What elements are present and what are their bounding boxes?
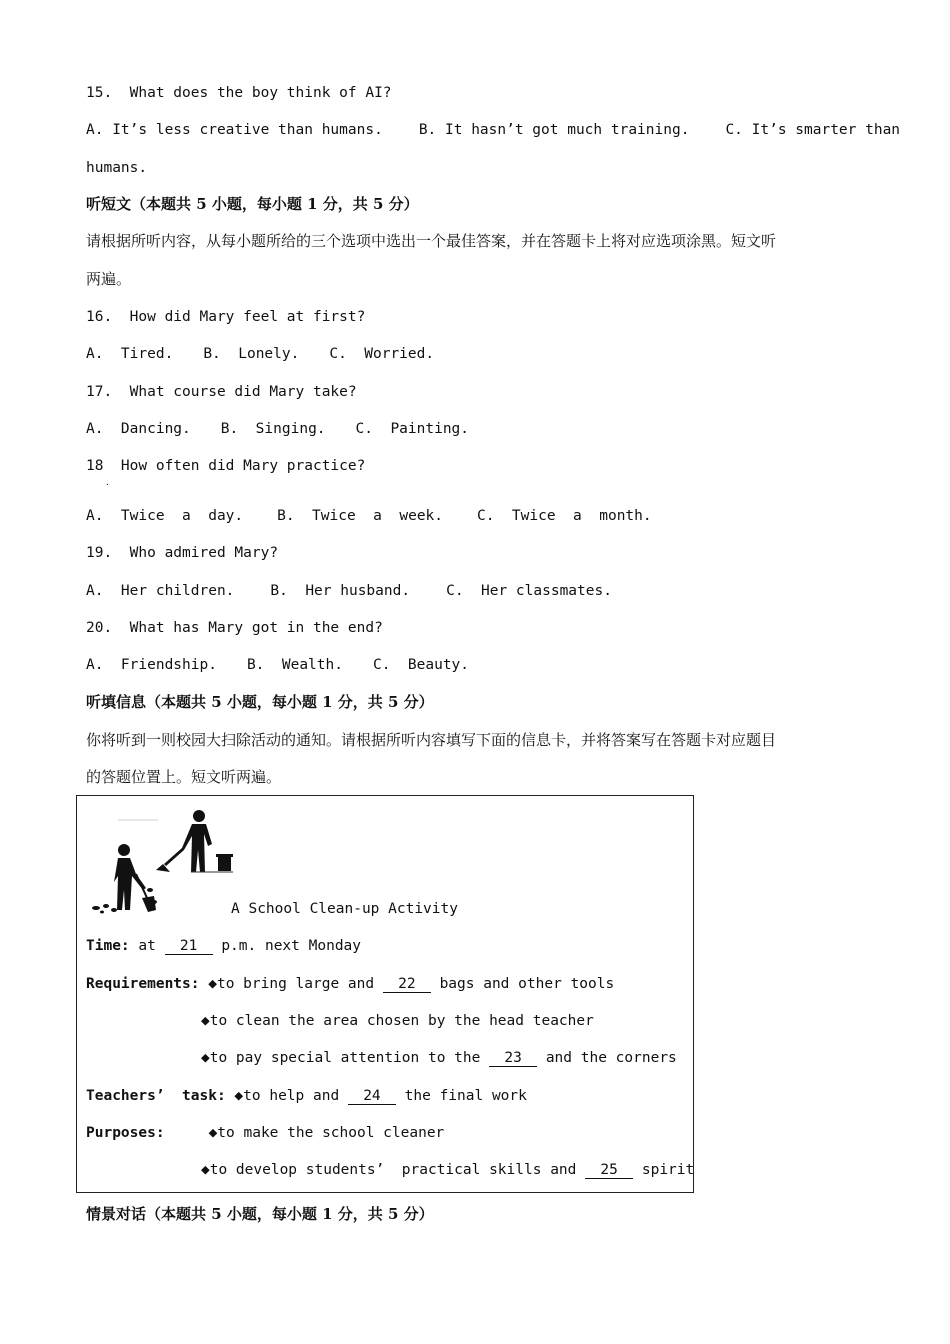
teach-suffix: the final work bbox=[404, 1088, 527, 1104]
blank-22: 22 bbox=[383, 977, 431, 993]
req1-suffix: bags and other tools bbox=[439, 976, 615, 992]
q20-options bbox=[86, 656, 469, 674]
req3-prefix: ◆to pay special attention to the bbox=[201, 1050, 481, 1066]
q19-option-c: C. Her classmates. bbox=[446, 583, 612, 599]
q19-option-a: A. Her children. bbox=[86, 583, 235, 599]
card-time-row bbox=[86, 937, 361, 955]
purp2-suffix: spirit bbox=[641, 1162, 695, 1178]
requirements-label: Requirements: bbox=[86, 976, 200, 992]
card-purposes-row-1 bbox=[86, 1124, 444, 1142]
q16-options bbox=[86, 345, 434, 363]
q16-option-a: A. Tired. bbox=[86, 346, 174, 362]
q17-option-b: B. Singing. bbox=[220, 421, 326, 437]
q15-options bbox=[86, 121, 900, 139]
q18-option-b: B. Twice a week. bbox=[277, 508, 444, 524]
q17-option-a: A. Dancing. bbox=[86, 421, 191, 437]
q17-option-c: C. Painting. bbox=[355, 421, 470, 437]
teach-prefix: ◆to help and bbox=[234, 1088, 340, 1104]
q16-question: 16. How did Mary feel at first? bbox=[86, 309, 366, 325]
section-passage-instruction-2: 两遍。 bbox=[86, 270, 132, 288]
q17-options bbox=[86, 420, 469, 438]
q15-option-c: C. It’s smarter than bbox=[725, 122, 901, 138]
q16-option-c: C. Worried. bbox=[329, 346, 435, 362]
q19-options bbox=[86, 582, 612, 600]
q18-option-c: C. Twice a month. bbox=[477, 508, 652, 524]
time-suffix: p.m. next Monday bbox=[221, 938, 362, 954]
blank-21: 21 bbox=[165, 939, 213, 955]
section-passage-header: 听短文（本题共 5 小题，每小题 1 分，共 5 分） bbox=[86, 195, 419, 213]
section-info-header: 听填信息（本题共 5 小题，每小题 1 分，共 5 分） bbox=[86, 693, 434, 711]
q15-option-c-continued: humans. bbox=[86, 160, 148, 176]
q18-option-a: A. Twice a day. bbox=[86, 508, 244, 524]
stray-dot: · bbox=[105, 480, 110, 489]
time-label: Time: bbox=[86, 938, 130, 954]
card-teachers-row bbox=[86, 1087, 527, 1105]
q20-option-a: A. Friendship. bbox=[86, 657, 217, 673]
section-dialog-header: 情景对话（本题共 5 小题，每小题 1 分，共 5 分） bbox=[86, 1205, 434, 1223]
q15-question: 15. What does the boy think of AI? bbox=[86, 85, 392, 101]
section-passage-instruction-1: 请根据所听内容，从每小题所给的三个选项中选出一个最佳答案，并在答题卡上将对应选项涂黑。短文听 bbox=[86, 232, 777, 250]
q19-option-b: B. Her husband. bbox=[270, 583, 411, 599]
q18-question: 18 How often did Mary practice? bbox=[86, 458, 366, 474]
req3-suffix: and the corners bbox=[545, 1050, 677, 1066]
time-prefix: at bbox=[138, 938, 156, 954]
q16-option-b: B. Lonely. bbox=[203, 346, 300, 362]
q19-question: 19. Who admired Mary? bbox=[86, 545, 279, 561]
section-info-instruction-1: 你将听到一则校园大扫除活动的通知。请根据所听内容填写下面的信息卡，并将答案写在答题卡对应题目 bbox=[86, 731, 777, 749]
purp1-text: ◆to make the school cleaner bbox=[208, 1125, 445, 1141]
teachers-label: Teachers’ task: bbox=[86, 1088, 226, 1104]
purp2-prefix: ◆to develop students’ practical skills and bbox=[201, 1162, 577, 1178]
q20-option-b: B. Wealth. bbox=[246, 657, 343, 673]
blank-24: 24 bbox=[348, 1089, 396, 1105]
card-req-row-3 bbox=[201, 1049, 677, 1067]
q20-option-c: C. Beauty. bbox=[372, 657, 470, 673]
blank-25: 25 bbox=[585, 1163, 633, 1179]
purposes-label: Purposes: bbox=[86, 1125, 165, 1141]
q20-question: 20. What has Mary got in the end? bbox=[86, 620, 383, 636]
req1-prefix: ◆to bring large and bbox=[208, 976, 375, 992]
blank-23: 23 bbox=[489, 1051, 537, 1067]
card-req-row-2: ◆to clean the area chosen by the head teacher bbox=[201, 1013, 594, 1029]
section-info-instruction-2: 的答题位置上。短文听两遍。 bbox=[86, 768, 282, 786]
q15-option-a: A. It’s less creative than humans. bbox=[86, 122, 383, 138]
card-req-row-1 bbox=[86, 975, 614, 993]
cleaning-illustration bbox=[88, 806, 238, 918]
q18-options bbox=[86, 507, 652, 525]
q15-option-b: B. It hasn’t got much training. bbox=[418, 122, 690, 138]
card-title: A School Clean-up Activity bbox=[231, 901, 458, 917]
card-purposes-row-2 bbox=[201, 1161, 694, 1179]
q17-question: 17. What course did Mary take? bbox=[86, 384, 357, 400]
